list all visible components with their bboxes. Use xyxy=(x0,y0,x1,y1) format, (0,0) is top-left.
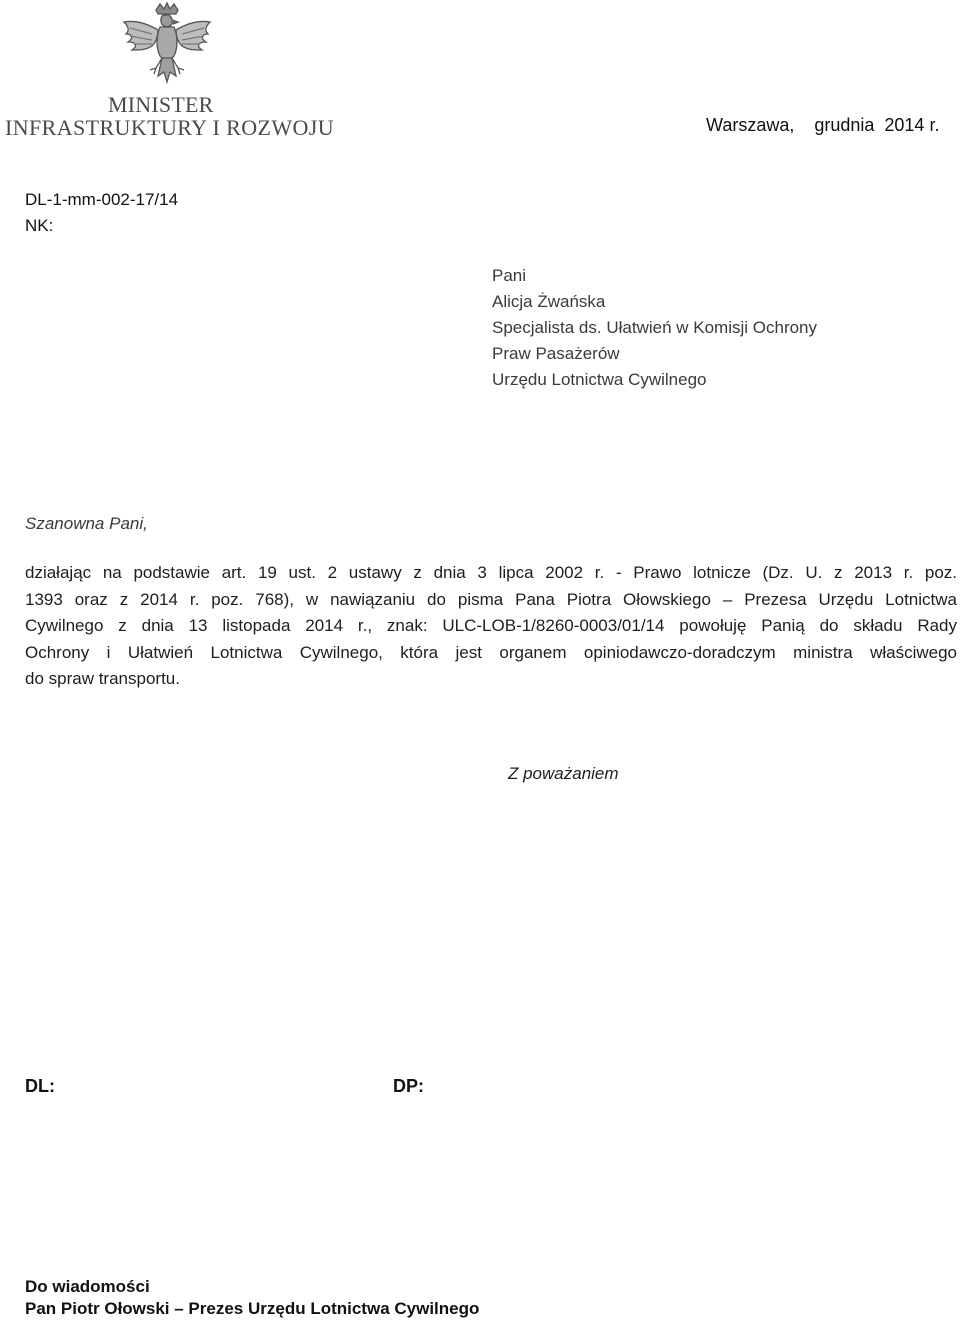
body-line: Cywilnego z dnia 13 listopada 2014 r., znak: ULC-LOB-1/8260-0003/01/14 powołuję Panią do składu Rady xyxy=(25,616,957,635)
body-line: Ochrony i Ułatwień Lotnictwa Cywilnego, która jest organem opiniodawczo-doradczym ministra właściwego xyxy=(25,642,957,662)
signature-dl-label: DL: xyxy=(25,1076,55,1096)
addressee-line: Urzędu Lotnictwa Cywilnego xyxy=(492,370,707,389)
reference-nk: NK: xyxy=(25,216,54,235)
addressee-block xyxy=(492,263,817,393)
letter-body xyxy=(25,560,957,693)
addressee-line: Alicja Żwańska xyxy=(492,292,606,311)
body-line: do spraw transportu. xyxy=(25,669,180,688)
ministry-name-line2: INFRASTRUKTURY I ROZWOJU xyxy=(5,115,335,140)
closing-phrase: Z poważaniem xyxy=(508,764,619,783)
addressee-line: Specjalista ds. Ułatwień w Komisji Ochrony xyxy=(492,318,818,337)
addressee-line: Pani xyxy=(492,266,527,285)
polish-eagle-emblem-icon xyxy=(118,2,216,88)
copy-to-person: Pan Piotr Ołowski – Prezes Urzędu Lotnictwa Cywilnego xyxy=(25,1299,480,1318)
reference-number: DL-1-mm-002-17/14 xyxy=(25,190,179,209)
ministry-name-line1: MINISTER xyxy=(108,92,214,117)
body-line: działając na podstawie art. 19 ust. 2 ustawy z dnia 3 lipca 2002 r. - Prawo lotnicze (Dz. U. z 2013 r. poz. xyxy=(25,563,957,582)
signature-dp-label: DP: xyxy=(393,1076,424,1096)
addressee-line: Praw Pasażerów xyxy=(492,344,620,363)
copy-to-title: Do wiadomości xyxy=(25,1277,150,1296)
body-line: 1393 oraz z 2014 r. poz. 768), w nawiązaniu do pisma Pana Piotra Ołowskiego – Prezesa Urzędu Lotnictwa xyxy=(25,589,957,609)
date-line: Warszawa, grudnia 2014 r. xyxy=(706,115,940,135)
salutation: Szanowna Pani, xyxy=(25,514,148,533)
